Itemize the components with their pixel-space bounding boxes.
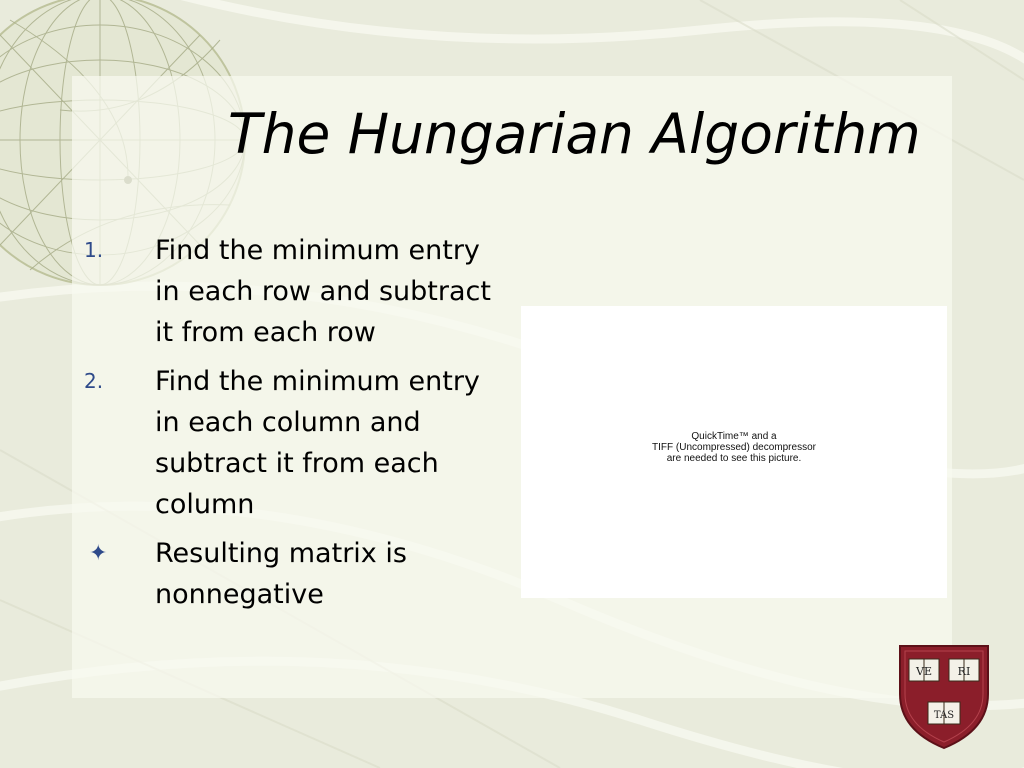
placeholder-message xyxy=(521,431,947,464)
crest-word: TAS xyxy=(933,710,955,721)
crest-word: VE xyxy=(916,665,932,678)
list-number: 2. xyxy=(84,369,104,393)
list-item xyxy=(84,230,504,353)
list-item-text: Find the minimum entry in each row and subtract it from each row xyxy=(155,235,491,348)
four-point-star-icon: ✦ xyxy=(89,541,108,566)
placeholder-line: QuickTime™ and a xyxy=(691,431,777,442)
list-item-text: Find the minimum entry in each column and subtract it from each column xyxy=(155,366,480,520)
picture-placeholder xyxy=(521,306,947,598)
placeholder-line: are needed to see this picture. xyxy=(666,453,802,464)
placeholder-line: TIFF (Uncompressed) decompressor xyxy=(652,442,816,453)
list-number: 1. xyxy=(84,238,104,262)
list-item-text: Resulting matrix is nonnegative xyxy=(155,538,407,610)
harvard-crest-icon xyxy=(896,642,992,750)
slide-title: The Hungarian Algorithm xyxy=(228,102,921,166)
list-item xyxy=(84,361,504,525)
list-item xyxy=(84,533,504,615)
crest-word: RI xyxy=(957,665,971,678)
bullet-list xyxy=(84,230,504,623)
